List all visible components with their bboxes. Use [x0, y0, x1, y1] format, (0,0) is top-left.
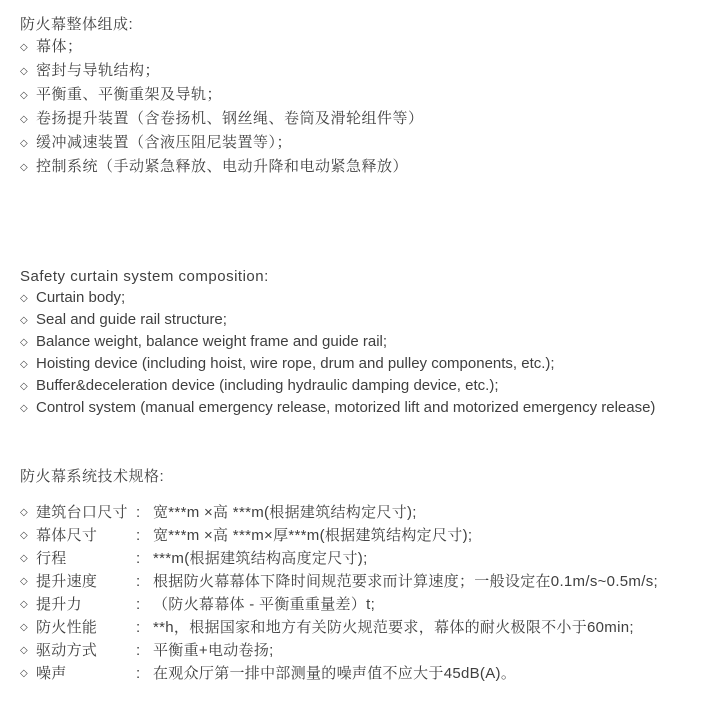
list-item-text: Seal and guide rail structure; — [36, 311, 227, 328]
list-item — [20, 155, 704, 179]
list-item — [20, 287, 704, 309]
diamond-bullet-icon: ◇ — [20, 66, 29, 77]
spec-label: 建筑台口尺寸 — [36, 504, 128, 521]
spec-value: ***m(根据建筑结构高度定尺寸); — [153, 550, 368, 567]
spec-value: （防火幕幕体 - 平衡重重量差）t; — [153, 596, 376, 613]
spec-value: 宽***m ×高 ***m×厚***m(根据建筑结构定尺寸); — [153, 527, 473, 544]
cn-composition-list — [20, 35, 704, 179]
diamond-bullet-icon: ◇ — [20, 553, 28, 564]
list-item-text: 卷扬提升装置（含卷扬机、钢丝绳、卷筒及滑轮组件等） — [36, 110, 424, 127]
spec-value: 根据防火幕幕体下降时间规范要求而计算速度；一般设定在0.1m/s~0.5m/s; — [153, 573, 658, 590]
diamond-bullet-icon: ◇ — [20, 315, 28, 326]
spec-row — [20, 570, 704, 593]
diamond-bullet-icon: ◇ — [20, 599, 28, 610]
diamond-bullet-icon: ◇ — [20, 162, 29, 173]
diamond-bullet-icon: ◇ — [20, 293, 28, 304]
spec-label: 噪声 — [36, 665, 67, 682]
diamond-bullet-icon: ◇ — [20, 42, 29, 53]
diamond-bullet-icon: ◇ — [20, 359, 28, 370]
list-item — [20, 107, 704, 131]
spec-colon: : — [136, 596, 141, 613]
spec-colon: : — [136, 642, 141, 659]
spec-row — [20, 547, 704, 570]
diamond-bullet-icon: ◇ — [20, 90, 29, 101]
list-item-text: Buffer&deceleration device (including hydraulic damping device, etc.); — [36, 377, 499, 394]
list-item-text: Control system (manual emergency release, motorized lift and motorized emergency release) — [36, 399, 656, 416]
list-item-text: 密封与导轨结构； — [36, 62, 161, 79]
list-item — [20, 83, 704, 107]
list-item-text: Curtain body; — [36, 289, 126, 306]
spec-colon: : — [136, 504, 141, 521]
diamond-bullet-icon: ◇ — [20, 507, 28, 518]
spec-row — [20, 524, 704, 547]
spec-value: 平衡重+电动卷扬; — [153, 642, 274, 659]
spec-list — [20, 501, 704, 685]
diamond-bullet-icon: ◇ — [20, 114, 29, 125]
list-item — [20, 375, 704, 397]
spec-row — [20, 501, 704, 524]
spec-row — [20, 662, 704, 685]
list-item-text: Hoisting device (including hoist, wire rope, drum and pulley components, etc.); — [36, 355, 555, 372]
list-item-text: Balance weight, balance weight frame and guide rail; — [36, 333, 388, 350]
list-item-text: 缓冲减速装置（含液压阻尼装置等）； — [36, 134, 293, 151]
spec-label: 提升力 — [36, 596, 82, 613]
spec-colon: : — [136, 573, 141, 590]
section-title-en-composition: Safety curtain system composition: — [20, 268, 269, 285]
list-item — [20, 131, 704, 155]
spec-colon: : — [136, 527, 141, 544]
diamond-bullet-icon: ◇ — [20, 622, 28, 633]
diamond-bullet-icon: ◇ — [20, 337, 28, 348]
spec-label: 防火性能 — [36, 619, 98, 636]
spec-value: 在观众厅第一排中部测量的噪声值不应大于45dB(A)。 — [153, 665, 517, 682]
list-item — [20, 353, 704, 375]
spec-row — [20, 616, 704, 639]
en-composition-list — [20, 287, 704, 419]
list-item — [20, 35, 704, 59]
list-item — [20, 59, 704, 83]
section-title-cn-composition: 防火幕整体组成: — [20, 16, 134, 33]
spec-colon: : — [136, 665, 141, 682]
diamond-bullet-icon: ◇ — [20, 645, 28, 656]
section-title-spec: 防火幕系统技术规格: — [20, 468, 165, 485]
spec-colon: : — [136, 550, 141, 567]
spec-label: 行程 — [36, 550, 67, 567]
spec-row — [20, 639, 704, 662]
spec-colon: : — [136, 619, 141, 636]
spec-value: 宽***m ×高 ***m(根据建筑结构定尺寸); — [153, 504, 417, 521]
diamond-bullet-icon: ◇ — [20, 138, 29, 149]
list-item-text: 平衡重、平衡重架及导轨； — [36, 86, 223, 103]
diamond-bullet-icon: ◇ — [20, 576, 28, 587]
diamond-bullet-icon: ◇ — [20, 381, 28, 392]
spec-row — [20, 593, 704, 616]
spec-label: 提升速度 — [36, 573, 98, 590]
list-item — [20, 331, 704, 353]
list-item — [20, 309, 704, 331]
diamond-bullet-icon: ◇ — [20, 668, 28, 679]
diamond-bullet-icon: ◇ — [20, 530, 28, 541]
spec-value: **h，根据国家和地方有关防火规范要求，幕体的耐火极限不小于60min; — [153, 619, 634, 636]
list-item — [20, 397, 704, 419]
list-item-text: 幕体； — [36, 38, 83, 55]
list-item-text: 控制系统（手动紧急释放、电动升降和电动紧急释放） — [36, 158, 409, 175]
diamond-bullet-icon: ◇ — [20, 403, 28, 414]
spec-label: 驱动方式 — [36, 642, 98, 659]
spec-label: 幕体尺寸 — [36, 527, 98, 544]
